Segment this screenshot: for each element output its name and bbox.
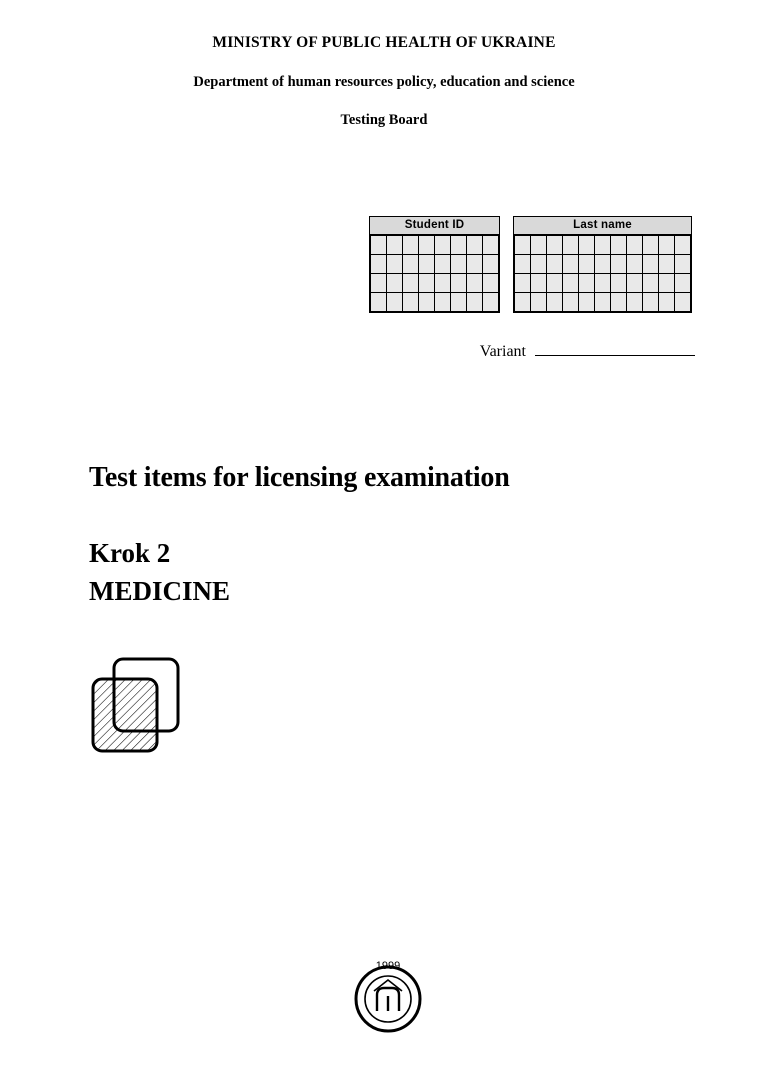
table-row[interactable] — [371, 274, 499, 293]
grid-cell[interactable] — [531, 274, 547, 293]
grid-cell[interactable] — [419, 255, 435, 274]
grid-cell[interactable] — [595, 274, 611, 293]
hatched-square-mark-icon — [90, 655, 182, 760]
grid-cell[interactable] — [563, 255, 579, 274]
grid-cell[interactable] — [547, 274, 563, 293]
grid-cell[interactable] — [579, 255, 595, 274]
testing-board-title: Testing Board — [340, 112, 428, 128]
grid-cell[interactable] — [483, 293, 499, 312]
grid-cell[interactable] — [435, 255, 451, 274]
grid-cell[interactable] — [563, 236, 579, 255]
grid-cell[interactable] — [451, 255, 467, 274]
grid-cell[interactable] — [547, 236, 563, 255]
page-title: Test items for licensing examination — [89, 462, 510, 493]
grid-cell[interactable] — [547, 293, 563, 312]
grid-cell[interactable] — [531, 255, 547, 274]
grid-cell[interactable] — [611, 255, 627, 274]
grid-cell[interactable] — [515, 274, 531, 293]
student-id-grid[interactable] — [369, 216, 500, 313]
grid-cell[interactable] — [563, 293, 579, 312]
grid-cell[interactable] — [627, 255, 643, 274]
document-header — [0, 34, 768, 129]
grid-cell[interactable] — [451, 236, 467, 255]
table-row[interactable] — [371, 293, 499, 312]
variant-field[interactable] — [369, 341, 695, 361]
grid-cell[interactable] — [675, 255, 691, 274]
grid-cell[interactable] — [435, 236, 451, 255]
exam-step-title: Krok 2 — [89, 538, 171, 568]
grid-cell[interactable] — [467, 274, 483, 293]
grid-cell[interactable] — [579, 293, 595, 312]
grid-cell[interactable] — [451, 274, 467, 293]
emblem-year: 1999 — [375, 960, 401, 972]
table-row[interactable] — [371, 255, 499, 274]
grid-cell[interactable] — [675, 236, 691, 255]
grid-cell[interactable] — [419, 293, 435, 312]
testing-board-emblem-icon — [352, 955, 424, 1035]
grid-cell[interactable] — [627, 293, 643, 312]
grid-cell[interactable] — [611, 236, 627, 255]
grid-cell[interactable] — [435, 274, 451, 293]
grid-cell[interactable] — [515, 293, 531, 312]
grid-cell[interactable] — [579, 236, 595, 255]
table-row[interactable] — [371, 236, 499, 255]
grid-cell[interactable] — [643, 274, 659, 293]
grid-cell[interactable] — [403, 236, 419, 255]
grid-cell[interactable] — [419, 274, 435, 293]
table-row[interactable] — [515, 274, 691, 293]
grid-cell[interactable] — [403, 255, 419, 274]
ministry-title: MINISTRY OF PUBLIC HEALTH OF UKRAINE — [212, 34, 556, 51]
department-title: Department of human resources policy, education and science — [193, 74, 575, 90]
grid-cell[interactable] — [595, 293, 611, 312]
last-name-label: Last name — [514, 217, 691, 235]
grid-cell[interactable] — [595, 236, 611, 255]
grid-cell[interactable] — [467, 255, 483, 274]
grid-cell[interactable] — [483, 255, 499, 274]
grid-cell[interactable] — [387, 274, 403, 293]
grid-cell[interactable] — [579, 274, 595, 293]
grid-cell[interactable] — [643, 236, 659, 255]
grid-cell[interactable] — [659, 236, 675, 255]
grid-cell[interactable] — [531, 293, 547, 312]
grid-cell[interactable] — [387, 255, 403, 274]
student-id-label: Student ID — [370, 217, 499, 235]
grid-cell[interactable] — [611, 293, 627, 312]
table-row[interactable] — [515, 236, 691, 255]
grid-cell[interactable] — [371, 236, 387, 255]
variant-label: Variant — [479, 343, 526, 360]
grid-cell[interactable] — [403, 293, 419, 312]
grid-cell[interactable] — [675, 293, 691, 312]
grid-cell[interactable] — [387, 293, 403, 312]
grid-cell[interactable] — [387, 236, 403, 255]
grid-cell[interactable] — [659, 293, 675, 312]
variant-input[interactable] — [535, 341, 695, 356]
grid-cell[interactable] — [371, 274, 387, 293]
grid-cell[interactable] — [467, 236, 483, 255]
grid-cell[interactable] — [403, 274, 419, 293]
grid-cell[interactable] — [467, 293, 483, 312]
grid-cell[interactable] — [435, 293, 451, 312]
grid-cell[interactable] — [531, 236, 547, 255]
grid-cell[interactable] — [627, 236, 643, 255]
last-name-cells[interactable] — [514, 235, 691, 312]
grid-cell[interactable] — [419, 236, 435, 255]
grid-cell[interactable] — [659, 255, 675, 274]
grid-cell[interactable] — [643, 293, 659, 312]
grid-cell[interactable] — [547, 255, 563, 274]
grid-cell[interactable] — [515, 255, 531, 274]
grid-cell[interactable] — [643, 255, 659, 274]
grid-cell[interactable] — [611, 274, 627, 293]
student-id-cells[interactable] — [370, 235, 499, 312]
grid-cell[interactable] — [483, 274, 499, 293]
last-name-grid[interactable] — [513, 216, 692, 313]
grid-cell[interactable] — [627, 274, 643, 293]
table-row[interactable] — [515, 293, 691, 312]
grid-cell[interactable] — [371, 293, 387, 312]
grid-cell[interactable] — [451, 293, 467, 312]
exam-subject-title: MEDICINE — [89, 576, 231, 606]
grid-cell[interactable] — [371, 255, 387, 274]
grid-cell[interactable] — [515, 236, 531, 255]
grid-cell[interactable] — [675, 274, 691, 293]
grid-cell[interactable] — [659, 274, 675, 293]
grid-cell[interactable] — [563, 274, 579, 293]
grid-cell[interactable] — [595, 255, 611, 274]
grid-cell[interactable] — [483, 236, 499, 255]
table-row[interactable] — [515, 255, 691, 274]
identification-grids — [369, 216, 692, 313]
